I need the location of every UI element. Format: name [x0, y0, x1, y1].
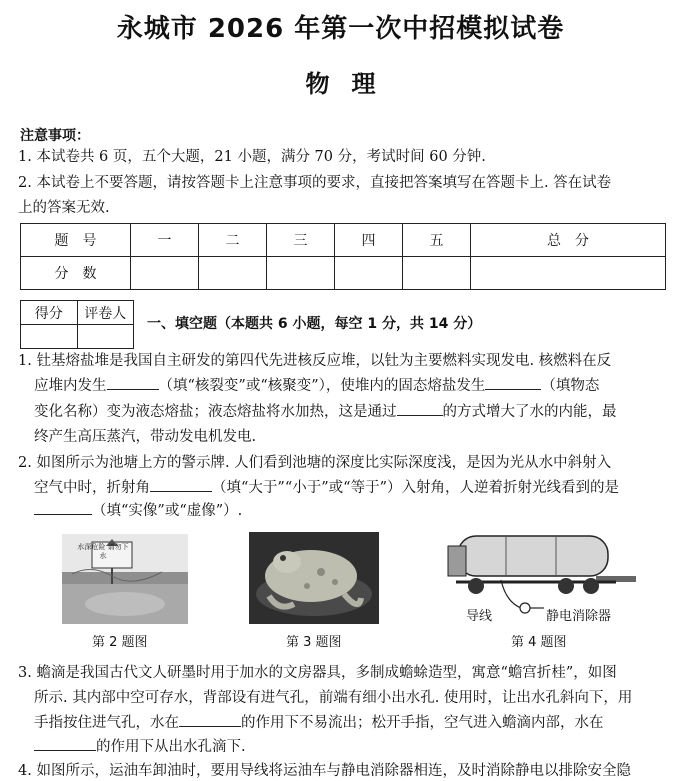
- score-header-cell: 二: [199, 224, 267, 257]
- q1-text: 的方式增大了水的内能，最: [442, 404, 617, 420]
- figure-2-caption: 第 2 题图: [92, 635, 148, 650]
- notes-heading: 注意事项：: [20, 128, 90, 144]
- subject-title: 物理: [305, 70, 398, 98]
- q3-line-3: [34, 712, 604, 734]
- q2-text: （填“实像”或“虚像”）.: [92, 503, 243, 519]
- grader-score-cell: [21, 325, 78, 349]
- score-header-cell: 五: [403, 224, 471, 257]
- figure-3-caption: 第 3 题图: [286, 635, 342, 650]
- score-table-score-row: [21, 257, 666, 290]
- figure-2-sign-text: 水深危险 请勿下水: [77, 543, 129, 560]
- q3-text: 的作用下不易流出；松开手指，空气进入蟾滴内部，水在: [241, 715, 604, 731]
- answer-blank: [34, 500, 92, 515]
- grader-score-label: 得分: [21, 301, 78, 325]
- answer-blank: [397, 401, 443, 416]
- q3-line-1: 3. 蟾滴是我国古代文人研墨时用于加水的文房器具，多制成蟾蜍造型，寓意“蟾宫折桂”，如图: [18, 665, 617, 681]
- score-cell: [471, 257, 666, 290]
- score-table-header-row: [21, 224, 666, 257]
- section-1-heading: 一、填空题（本题共 6 小题，每空 1 分，共 14 分）: [147, 316, 482, 332]
- score-header-cell: 总 分: [471, 224, 666, 257]
- score-table: [20, 223, 666, 290]
- q1-text: 应堆内发生: [34, 378, 107, 394]
- figure-3-toad-dropper: [249, 532, 379, 624]
- score-header-cell: 一: [131, 224, 199, 257]
- score-header-cell: 三: [267, 224, 335, 257]
- score-row-label: 分 数: [21, 257, 131, 290]
- q2-text: （填“大于”“小于”或“等于”）入射角，人逆着折射光线看到的是: [212, 480, 619, 496]
- q2-text: 空气中时，折射角: [34, 480, 150, 496]
- grader-reviewer-cell: [77, 325, 134, 349]
- q3-line-2: 所示. 其内部中空可存水，背部设有进气孔，前端有细小出水孔. 使用时，让出水孔斜向下，用: [34, 690, 633, 706]
- q1-line-4: 终产生高压蒸汽，带动发电机发电.: [34, 429, 257, 445]
- answer-blank: [179, 712, 241, 727]
- score-cell: [131, 257, 199, 290]
- answer-blank: [485, 375, 541, 390]
- score-cell: [403, 257, 471, 290]
- q2-line-1: 2. 如图所示为池塘上方的警示牌. 人们看到池塘的深度比实际深度浅，是因为光从水中斜射入: [18, 455, 612, 471]
- q1-text: 变化名称）变为液态熔盐；液态熔盐将水加热，这是通过: [34, 404, 397, 420]
- figure-4-device-label: 静电消除器: [546, 609, 612, 624]
- grader-box: [20, 300, 134, 349]
- figure-4-caption: 第 4 题图: [511, 635, 567, 650]
- figure-4-tanker-truck: [446, 522, 650, 618]
- score-header-cell: 四: [335, 224, 403, 257]
- grader-reviewer-label: 评卷人: [77, 301, 134, 325]
- note-line-2: 2. 本试卷上不要答题，请按答题卡上注意事项的要求，直接把答案填写在答题卡上. 答在试卷: [18, 175, 612, 191]
- q4-line-1: 4. 如图所示，运油车卸油时，要用导线将运油车与静电消除器相连，及时消除静电以排除安全隐: [18, 763, 631, 779]
- exam-title: 永城市 2026 年第一次中招模拟试卷: [116, 14, 565, 44]
- q1-line-2: [34, 375, 599, 397]
- q3-line-4: [34, 736, 246, 758]
- q3-text: 手指按住进气孔，水在: [34, 715, 179, 731]
- q2-line-2: [34, 477, 619, 499]
- answer-blank: [150, 477, 212, 492]
- figure-4-wire-label: 导线: [466, 609, 493, 624]
- note-line-1: 1. 本试卷共 6 页，五个大题，21 小题，满分 70 分，考试时间 60 分钟.: [18, 149, 486, 165]
- answer-blank: [107, 375, 159, 390]
- score-cell: [199, 257, 267, 290]
- score-header-cell: 题 号: [21, 224, 131, 257]
- q1-text: （填“核裂变”或“核聚变”），使堆内的固态熔盐发生: [158, 378, 486, 394]
- note-line-2-cont: 上的答案无效.: [18, 200, 110, 216]
- answer-blank: [34, 736, 96, 751]
- q3-text: 的作用下从出水孔滴下.: [96, 739, 246, 755]
- score-cell: [267, 257, 335, 290]
- score-cell: [335, 257, 403, 290]
- q1-line-1: 1. 钍基熔盐堆是我国自主研发的第四代先进核反应堆，以钍为主要燃料实现发电. 核燃料在反: [18, 353, 612, 369]
- q1-line-3: [34, 401, 617, 423]
- q2-line-3: [34, 500, 242, 522]
- q1-text: （填物态: [541, 378, 600, 394]
